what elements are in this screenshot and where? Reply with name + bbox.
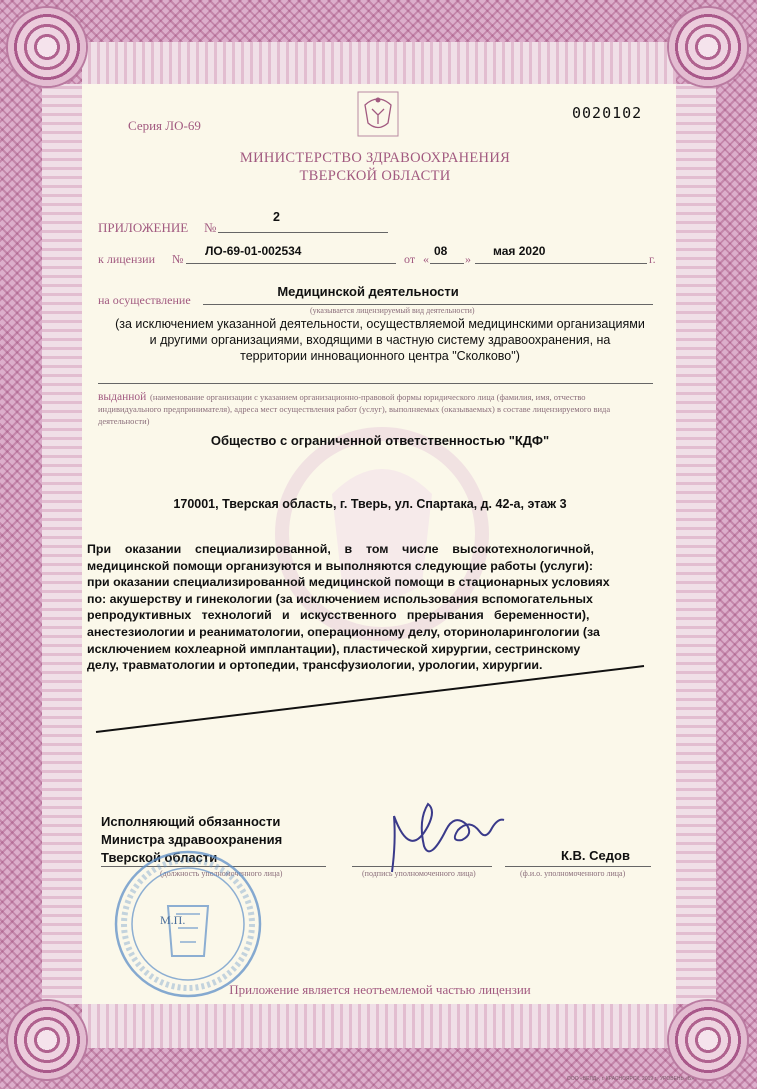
separator-line xyxy=(98,383,653,384)
activity-label: на осуществление xyxy=(98,293,191,307)
stamp-mp-label: М.П. xyxy=(160,913,186,927)
services-line: исключением кохлеарной имплантации), пластической хирургии, сестринскому xyxy=(87,641,581,656)
signer-position-line2: Министра здравоохранения xyxy=(101,832,283,847)
activity-note-line2: и другими организациями, входящими в частную систему здравоохранения, на xyxy=(149,333,611,347)
organization-name: Общество с ограниченной ответственностью "КДФ" xyxy=(210,433,550,448)
services-line: при оказании специализированной медицинской помощи в стационарных условиях xyxy=(87,575,610,590)
license-month-year: мая 2020 xyxy=(493,244,546,258)
border-band-top xyxy=(82,42,676,84)
date-month-underline xyxy=(475,263,647,264)
services-line: При оказании специализированной, в том числе высокотехнологичной, xyxy=(87,542,595,556)
signer-position-line1: Исполняющий обязанности xyxy=(101,814,281,829)
corner-rosette-icon xyxy=(669,8,747,86)
strikethrough-line xyxy=(90,660,660,740)
appendix-underline xyxy=(218,232,388,233)
signer-name: К.В. Седов xyxy=(561,848,630,863)
activity-underline xyxy=(203,304,653,305)
license-day: 08 xyxy=(434,244,448,258)
license-num-sign: № xyxy=(172,252,184,266)
ministry-title-line2: ТВЕРСКОЙ ОБЛАСТИ xyxy=(299,168,451,184)
license-number: ЛО-69-01-002534 xyxy=(205,244,302,258)
appendix-number: 2 xyxy=(273,210,280,224)
border-band-left xyxy=(42,84,82,1004)
issued-caption-line1: (наименование организации с указанием организационно-правовой формы юридического лица (фамилия, имя, отчество xyxy=(150,392,586,402)
ministry-title-line1: МИНИСТЕРСТВО ЗДРАВООХРАНЕНИЯ xyxy=(239,150,511,166)
sign-caption: (подпись уполномоченного лица) xyxy=(362,869,476,878)
services-line: репродуктивных технологий и искусственного прерывания беременности), xyxy=(87,608,590,623)
services-line: делу, травматологии и ортопедии, трансфузиологии, урологии, хирургии. xyxy=(87,658,543,673)
activity-value: Медицинской деятельности xyxy=(277,284,459,299)
date-from-label: от xyxy=(404,252,416,266)
date-close-quote: » xyxy=(465,252,471,266)
services-line: медицинской помощи организуются и выполняются следующие работы (услуги): xyxy=(87,558,593,573)
signature-icon xyxy=(370,790,510,880)
footer-note: Приложение является неотъемлемой частью лицензии xyxy=(229,982,531,997)
series-label: Серия ЛО-69 xyxy=(128,118,201,133)
appendix-num-sign: № xyxy=(204,220,217,235)
year-suffix: г. xyxy=(649,252,656,266)
coat-of-arms-icon xyxy=(357,91,399,137)
position-caption: (должность уполномоченного лица) xyxy=(160,869,283,878)
license-label: к лицензии xyxy=(98,252,155,266)
services-line: по: акушерству и гинекологии (за исключением использования вспомогательных xyxy=(87,591,593,606)
corner-rosette-icon xyxy=(669,1001,747,1079)
activity-note-line3: территории инновационного центра "Сколково") xyxy=(240,349,520,363)
services-text-block xyxy=(87,541,653,674)
issued-label: выданной xyxy=(98,391,147,403)
issued-caption-line2: индивидуального предпринимателя), адреса мест осуществления работ (услуг), выполняемых (оказываемых) в составе лицензируемого вида xyxy=(98,404,611,414)
appendix-label: ПРИЛОЖЕНИЕ xyxy=(98,220,189,235)
issued-caption-line3: деятельности) xyxy=(98,416,150,426)
corner-rosette-icon xyxy=(8,1001,86,1079)
organization-address: 170001, Тверская область, г. Тверь, ул. Спартака, д. 42-а, этаж 3 xyxy=(173,497,567,511)
date-open-quote: « xyxy=(423,252,429,266)
activity-caption: (указывается лицензируемый вид деятельности) xyxy=(310,306,475,315)
official-stamp-icon xyxy=(112,848,264,1000)
name-caption: (ф.и.о. уполномоченного лица) xyxy=(520,869,626,878)
corner-rosette-icon xyxy=(8,8,86,86)
services-line: анестезиологии и реаниматологии, операционному делу, оториноларингологии (за xyxy=(87,624,600,639)
activity-note-line1: (за исключением указанной деятельности, осуществляемой медицинскими организациями xyxy=(115,317,645,331)
date-day-underline xyxy=(430,263,464,264)
printer-info: ООО «ВЕЛД», г. КРАСНОЯРСК, 2019 г., УРОВЕНЬ «Б» xyxy=(567,1076,695,1082)
border-band-right xyxy=(676,84,716,1004)
license-number-underline xyxy=(186,263,396,264)
signer-position-line3: Тверской области xyxy=(101,850,218,865)
form-number: 0020102 xyxy=(572,104,643,122)
name-underline xyxy=(505,866,651,867)
border-band-bottom xyxy=(82,1004,676,1048)
